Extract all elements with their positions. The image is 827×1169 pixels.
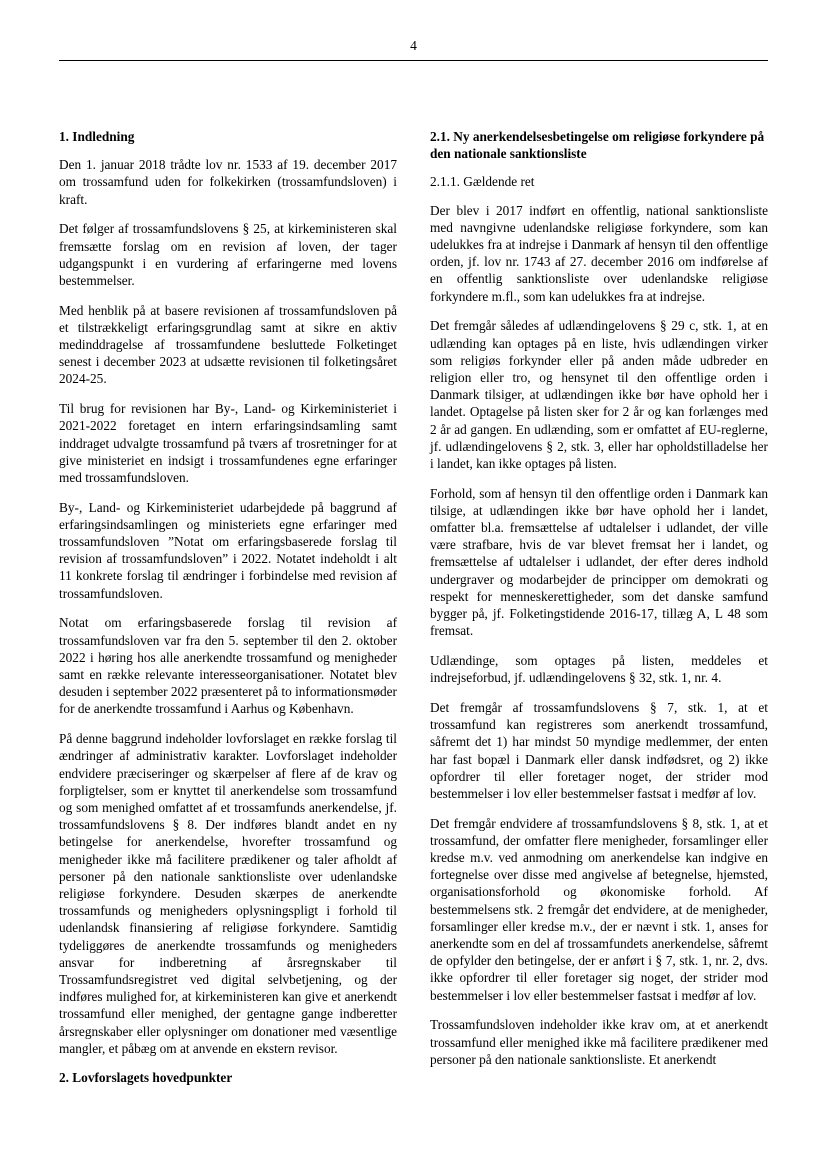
body-paragraph: Med henblik på at basere revisionen af trossamfundsloven på et tilstrækkeligt erfaringsgrundlag samt at sikre en aktiv medinddragelse af trossamfundene besluttede Folketinget senest i december 2023 at udsætte revisionen til folketingsåret 2024-25. bbox=[59, 302, 397, 387]
body-paragraph: Til brug for revisionen har By-, Land- og Kirkeministeriet i 2021-2022 foretaget en intern erfaringsindsamling samt inddraget udvalgte trossamfund på tværs af trosretninger for at give ministeriet en indsigt i trossamfundenes egne erfaringer med trossamfundsloven. bbox=[59, 401, 397, 485]
body-paragraph: Udlændinge, som optages på listen, meddeles et indrejseforbud, jf. udlændingelovens § 32, stk. 1, nr. 4. bbox=[430, 652, 768, 686]
body-paragraph: Forhold, som af hensyn til den offentlige orden i Danmark kan tilsige, at udlændingen ikke bør have ophold her i landet, omfatter bl.a. fremsættelse af udtalelser i udlandet, der ville være strafbare, hvis de var blevet fremsat her i landet, og fremsættelse af udtalelser i udlandet, der efter deres indhold undergraver og modarbejder de principper om demokrati og respekt for menneskerettigheder, som det danske samfund bygger på, jf. Folketingstidende 2016-17, tillæg A, L 48 som fremsat. bbox=[430, 485, 768, 639]
right-column bbox=[430, 128, 768, 1080]
subsection-heading-gaeldende-ret: 2.1.1. Gældende ret bbox=[430, 174, 535, 190]
body-paragraph: På denne baggrund indeholder lovforslaget en række forslag til ændringer af administrativ karakter. Lovforslaget indeholder endvidere præciseringer og skærpelser af flere af de krav og forpligtelser, som er knyttet til anerkendelse som trossamfund og som menighed omfattet af et trossamfunds anerkendelse, jf. trossamfundslovens § 8. Der indføres blandt andet en ny betingelse for anerkendelse, hvorefter trossamfund og menigheder ikke må facilitere prædikener og taler afholdt af personer på den nationale sanktionsliste over udenlandske religiøse forkyndere. Desuden skærpes de anerkendte trossamfunds og menigheders oplysningspligt i forhold til udenlandsk finansiering af religiøse forkyndere. Samtidig tydeliggøres de anerkendte trossamfunds og menigheders ansvar for indberetning af årsregnskaber til Trossamfundsregistret ved digital selvbetjening, og der indføres mulighed for, at kirkeministeren kan give et anerkendt trossamfund eller menighed, der gentagne gange indberetter årsregnskaber eller oplysninger om donationer med væsentlige mangler, et påbæg om at anvende en ekstern revisor. bbox=[59, 731, 397, 1056]
left-column bbox=[59, 128, 397, 1098]
section-heading-hovedpunkter: 2. Lovforslagets hovedpunkter bbox=[59, 1070, 233, 1086]
body-paragraph: Det fremgår således af udlændingelovens § 29 c, stk. 1, at en udlænding kan optages på en liste, hvis udlændingen virker som religiøs forkynder eller på anden måde udbreder en religion eller tro, og hensynet til den offentlige orden i Danmark tilsiger, at udlændingen ikke bør have ophold her i landet. Optagelse på listen sker for 2 år og kan forlænges med 2 år ad gangen. En udlænding, som er omfattet af EU-reglerne, jf. udlændingelovens § 2, stk. 3, eller har opholdstilladelse her i landet, kan ikke optages på listen. bbox=[430, 318, 768, 471]
body-paragraph: Notat om erfaringsbaserede forslag til revision af trossamfundsloven var fra den 5. september til den 2. oktober 2022 i høring hos alle anerkendte trossamfund og menigheder samt en række relevante interesseorganisationer. Notatet blev desuden i september 2022 præsenteret på to informationsmøder for de anerkendte trossamfund i Aarhus og København. bbox=[59, 615, 397, 717]
page-number: 4 bbox=[410, 38, 417, 53]
body-paragraph: By-, Land- og Kirkeministeriet udarbejdede på baggrund af erfaringsindsamlingen og ministeriets egne erfaringer med trossamfundsloven ”Notat om erfaringsbaserede forslag til revision af trossamfundsloven” i 2022. Notatet indeholdt i alt 11 konkrete forslag til ændringer i forbindelse med revision af trossamfundsloven. bbox=[59, 499, 397, 601]
header-rule bbox=[59, 60, 768, 61]
body-paragraph: Det følger af trossamfundslovens § 25, at kirkeministeren skal fremsætte forslag om en revision af loven, der tager udgangspunkt i en vurdering af erfaringerne med lovens bestemmelser. bbox=[59, 221, 397, 288]
body-paragraph: Det fremgår af trossamfundslovens § 7, stk. 1, at et trossamfund kan registreres som anerkendt trossamfund, såfremt det 1) har mindst 50 myndige medlemmer, der enten har fast bopæl i Danmark eller dansk indfødsret, og 2) ikke opfordrer til eller foretager noget, der strider mod bestemmelser i lov eller bestemmelser fastsat i medfør af lov. bbox=[430, 699, 768, 801]
body-paragraph: Der blev i 2017 indført en offentlig, national sanktionsliste med navngivne udenlandske religiøse forkyndere, som kan udelukkes fra at indrejse i Danmark af hensyn til den offentlige orden, jf. lov nr. 1743 af 27. december 2016 om indførelse af en offentlig sanktionsliste over udenlandske religiøse forkyndere m.fl., som kan udelukkes fra at indrejse. bbox=[430, 202, 768, 304]
body-paragraph: Det fremgår endvidere af trossamfundslovens § 8, stk. 1, at et trossamfund, der omfatter flere menigheder, forsamlinger eller kredse m.v. ved anmodning om anerkendelse kan indgive en fortegnelse over disse med angivelse af betegnelse, hjemsted, organisationsforhold og økonomiske forhold. Af bestemmelsens stk. 2 fremgår det endvidere, at de menigheder, forsamlinger eller kredse m.v., der er nævnt i stk. 1, anses for anerkendte som en del af trossamfundets anerkendelse, såfremt de opfylder den betingelse, der er anført i § 7, stk. 1, nr. 2, dvs. ikke opfordrer til eller foretager sig noget, der strider mod bestemmelser i lov eller bestemmelser fastsat i medfør af lov. bbox=[430, 815, 768, 1003]
body-paragraph: Den 1. januar 2018 trådte lov nr. 1533 af 19. december 2017 om trossamfund uden for folkekirken (trossamfundsloven) i kraft. bbox=[59, 157, 397, 207]
body-paragraph: Trossamfundsloven indeholder ikke krav om, at et anerkendt trossamfund eller menighed ikke må facilitere prædikener med personer på den nationale sanktionsliste. Et anerkendt bbox=[430, 1017, 768, 1067]
section-heading-indledning: 1. Indledning bbox=[59, 129, 135, 144]
section-heading-anerkendelsesbetingelse: 2.1. Ny anerkendelsesbetingelse om religiøse forkyndere på den nationale sanktionsliste bbox=[430, 129, 765, 162]
